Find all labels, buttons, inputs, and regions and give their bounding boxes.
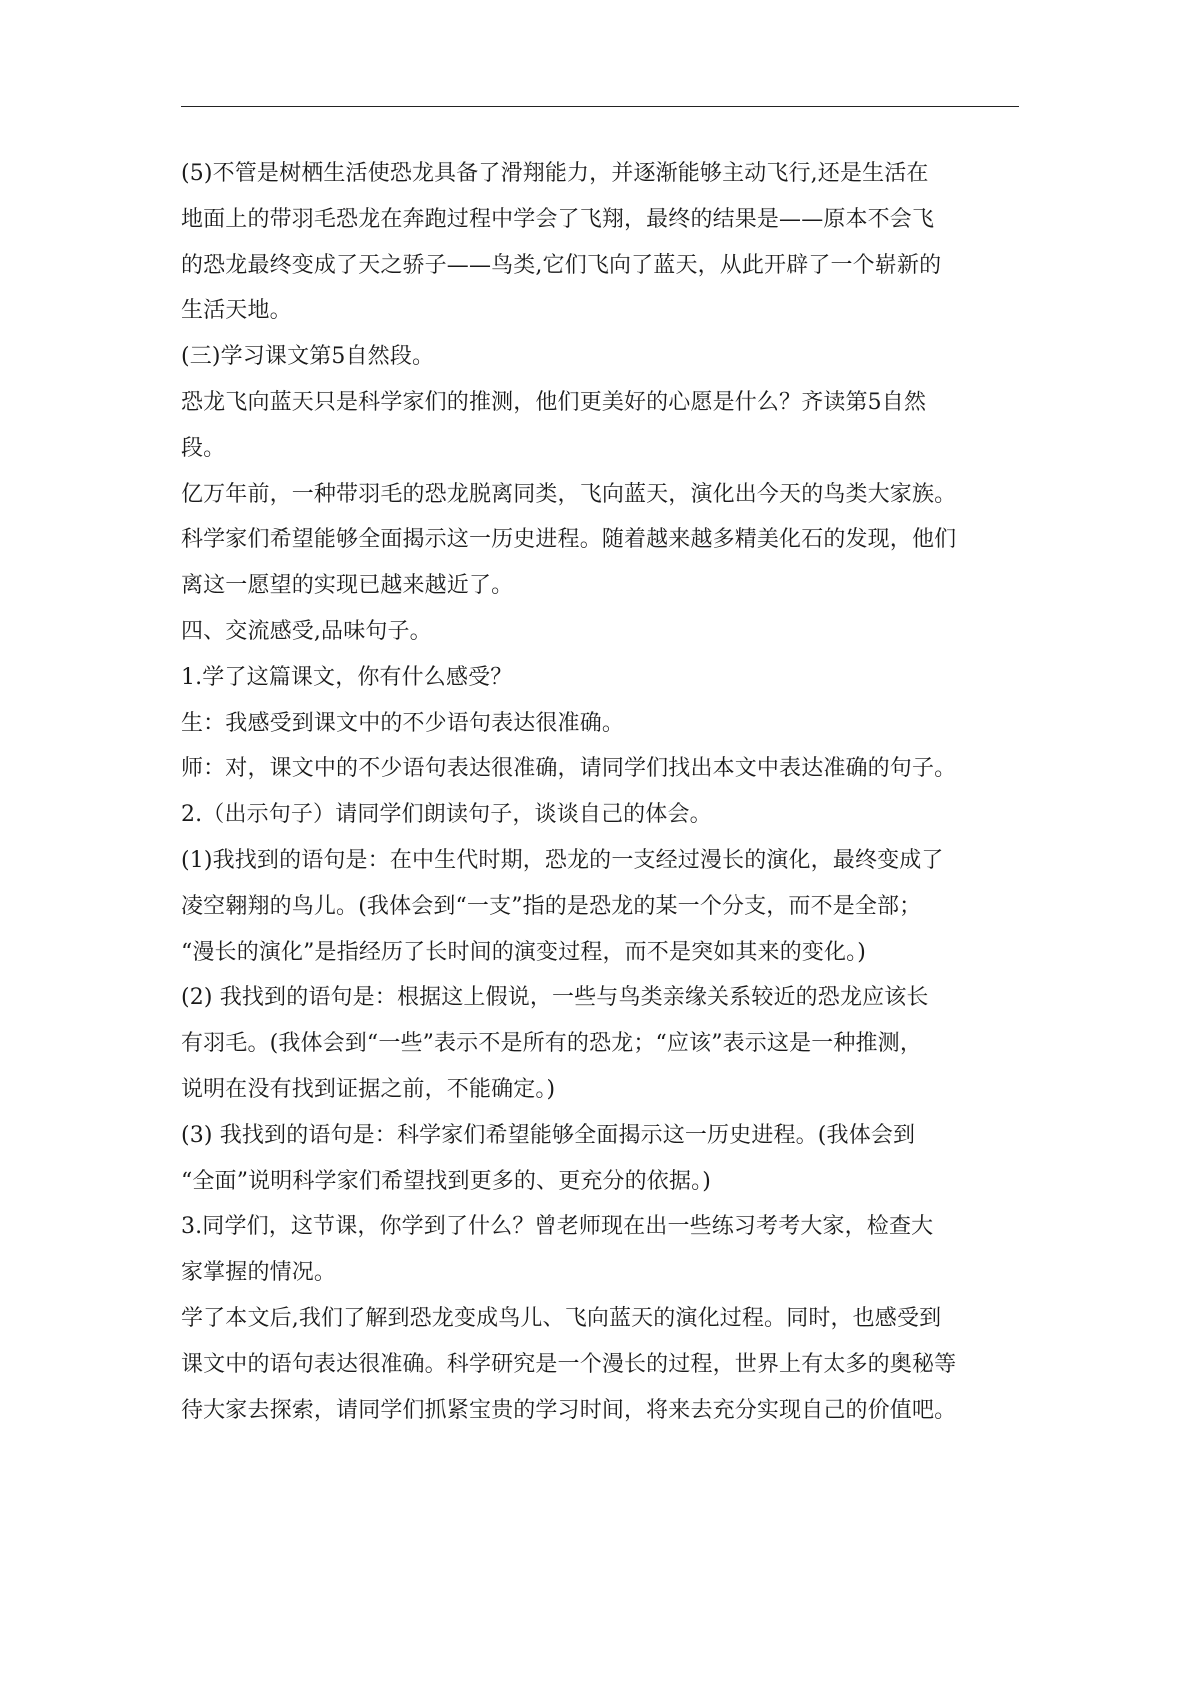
text-line: 恐龙飞向蓝天只是科学家们的推测，他们更美好的心愿是什么？齐读第5自然 — [181, 389, 927, 415]
text-line: 凌空翱翔的鸟儿。(我体会到“一支”指的是恐龙的某一个分支，而不是全部； — [181, 893, 922, 919]
header-rule — [181, 106, 1019, 107]
text-line: 说明在没有找到证据之前，不能确定。) — [181, 1076, 556, 1102]
text-line: 课文中的语句表达很准确。科学研究是一个漫长的过程，世界上有太多的奥秘等 — [181, 1351, 957, 1377]
text-line: 离这一愿望的实现已越来越近了。 — [181, 573, 514, 599]
text-line: “全面”说明科学家们希望找到更多的、更充分的依据。) — [181, 1168, 711, 1194]
text-line: (3) 我找到的语句是：科学家们希望能够全面揭示这一历史进程。(我体会到 — [181, 1122, 916, 1148]
section-heading: (三)学习课文第5自然段。 — [181, 344, 435, 370]
text-line: (2) 我找到的语句是：根据这上假说，一些与鸟类亲缘关系较近的恐龙应该长 — [181, 985, 929, 1011]
text-line: 学了本文后,我们了解到恐龙变成鸟儿、飞向蓝天的演化过程。同时，也感受到 — [181, 1305, 942, 1331]
text-line: 家掌握的情况。 — [181, 1260, 337, 1286]
text-line: (1)我找到的语句是：在中生代时期，恐龙的一支经过漫长的演化，最终变成了 — [181, 847, 944, 873]
text-line: (5)不管是树栖生活使恐龙具备了滑翔能力，并逐渐能够主动飞行,还是生活在 — [181, 161, 929, 186]
text-line: 2.（出示句子）请同学们朗读句子，谈谈自己的体会。 — [181, 802, 712, 828]
text-line: 生活天地。 — [181, 298, 292, 324]
text-line: 师：对，课文中的不少语句表达很准确，请同学们找出本文中表达准确的句子。 — [181, 756, 957, 782]
text-line: 1.学了这篇课文，你有什么感受？ — [181, 664, 513, 690]
text-line: 科学家们希望能够全面揭示这一历史进程。随着越来越多精美化石的发现，他们 — [181, 527, 957, 553]
section-heading: 四、交流感受,品味句子。 — [181, 618, 432, 644]
text-line: 生：我感受到课文中的不少语句表达很准确。 — [181, 710, 625, 736]
document-body — [181, 151, 1019, 1433]
text-line: 亿万年前，一种带羽毛的恐龙脱离同类，飞向蓝天，演化出今天的鸟类大家族。 — [181, 481, 957, 507]
text-line: 段。 — [181, 435, 226, 461]
text-line: 有羽毛。(我体会到“一些”表示不是所有的恐龙；“应该”表示这是一种推测， — [181, 1031, 922, 1057]
text-line: 3.同学们，这节课，你学到了什么？曾老师现在出一些练习考考大家，检查大 — [181, 1214, 934, 1240]
text-line: “漫长的演化”是指经历了长时间的演变过程，而不是突如其来的变化。) — [181, 939, 867, 965]
text-line: 的恐龙最终变成了天之骄子——鸟类,它们飞向了蓝天，从此开辟了一个崭新的 — [181, 252, 942, 278]
text-line: 待大家去探索，请同学们抓紧宝贵的学习时间，将来去充分实现自己的价值吧。 — [181, 1397, 957, 1423]
text-line: 地面上的带羽毛恐龙在奔跑过程中学会了飞翔，最终的结果是——原本不会飞 — [181, 206, 935, 232]
